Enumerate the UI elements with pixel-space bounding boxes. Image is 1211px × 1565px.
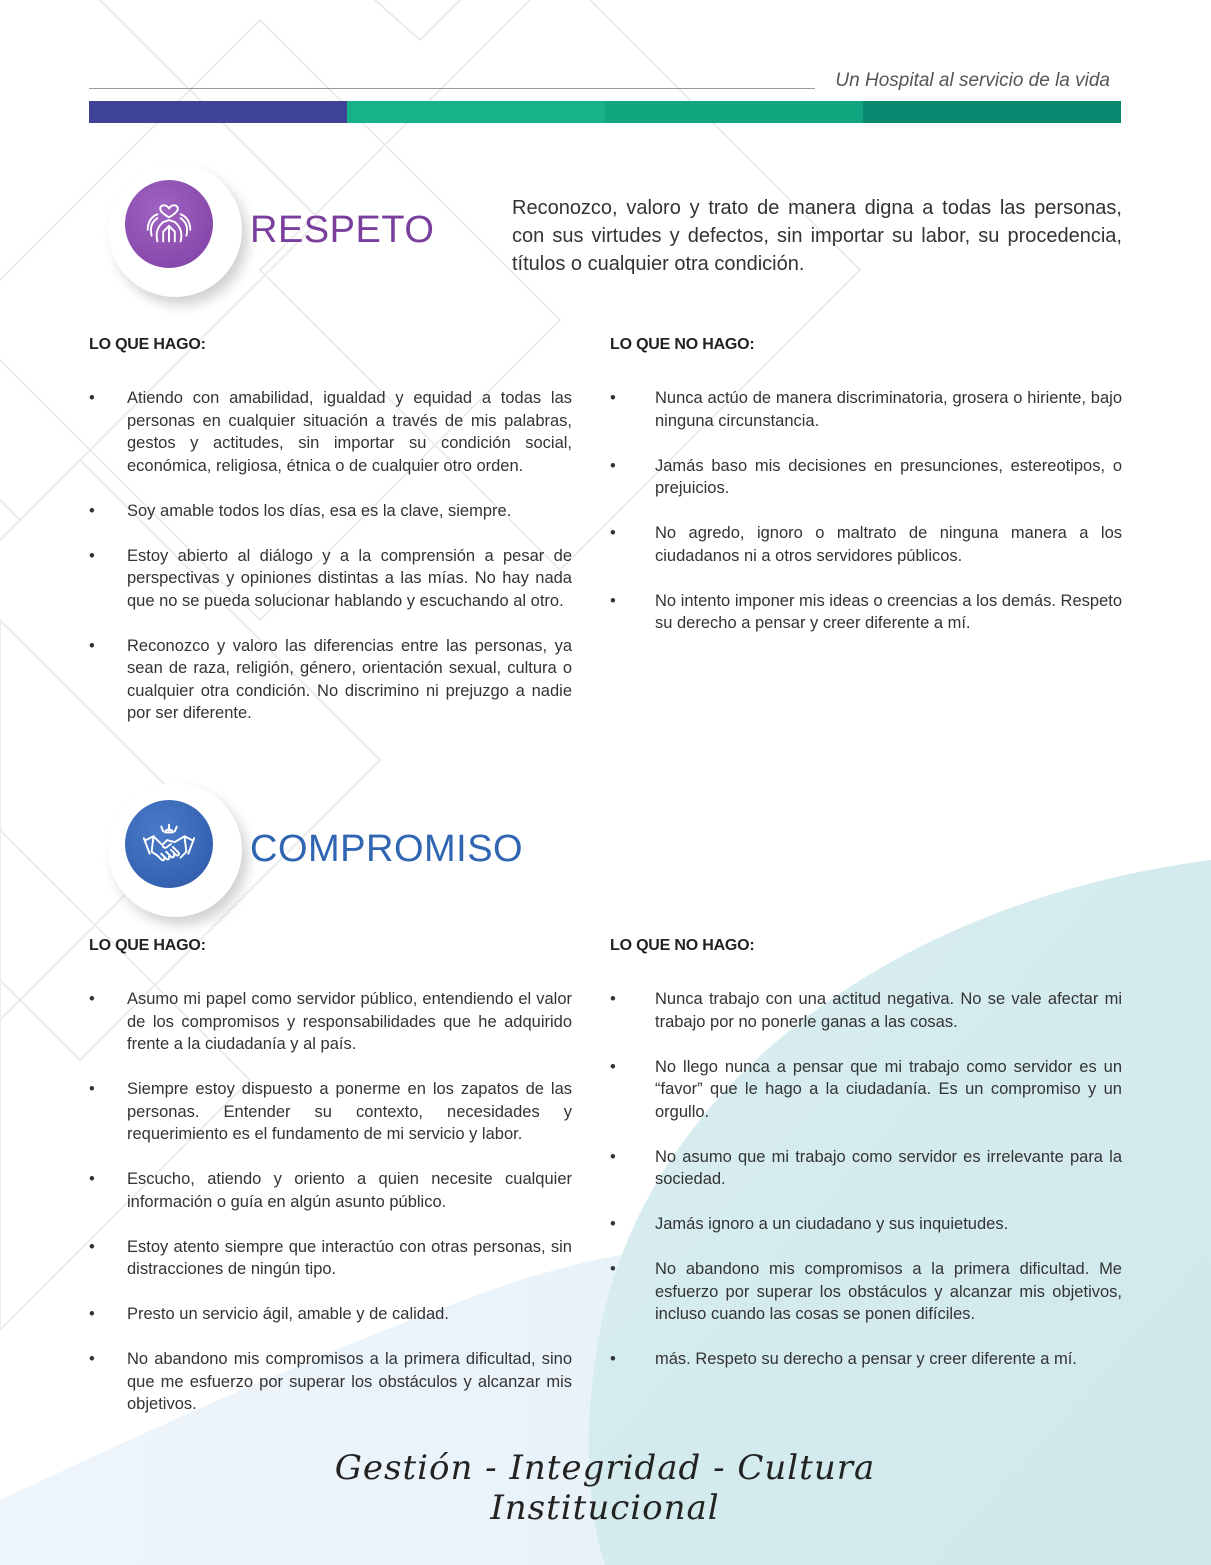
list-item: • No abandono mis compromisos a la primera dificultad, sino que me esfuerzo por superar los obstáculos y alcanzar mis objetivos. [89, 1350, 572, 1413]
list-item: • Estoy abierto al diálogo y a la comprensión a pesar de perspectivas y opiniones distintas a las mías. No hay nada que no se pueda solucionar hablando y escuchando al otro. [89, 546, 572, 610]
list-item: • No agredo, ignoro o maltrato de ninguna manera a los ciudadanos ni a otros servidores públicos. [610, 524, 1122, 565]
list-item: • No intento imponer mis ideas o creencias a los demás. Respeto su derecho a pensar y creer diferente a mí. [610, 591, 1122, 632]
respeto-dont-heading: LO QUE NO HAGO: [610, 336, 755, 353]
respeto-badge [108, 163, 242, 297]
list-item: • Nunca trabajo con una actitud negativa. No se vale afectar mi trabajo por no ponerle ganas a las cosas. [610, 990, 1122, 1031]
color-bar-segment [605, 101, 863, 123]
handshake-icon [140, 815, 198, 873]
list-item: • Atiendo con amabilidad, igualdad y equidad a todas las personas en cualquier situación a través de mis palabras, gestos y actitudes, sin importar su condición social, económica, religiosa, étnica o de cualquier otro orden. [89, 389, 572, 475]
respeto-title: RESPETO [250, 209, 435, 251]
list-item: • Presto un servicio ágil, amable y de calidad. [89, 1305, 449, 1323]
compromiso-badge [108, 783, 242, 917]
header-color-bar [89, 101, 1121, 123]
header-tagline: Un Hospital al servicio de la vida [835, 70, 1110, 91]
list-item: • Escucho, atiendo y oriento a quien necesite cualquier información o guía en algún asunto público. [89, 1170, 572, 1211]
list-item: • Estoy atento siempre que interactúo con otras personas, sin distracciones de ningún tipo. [89, 1237, 572, 1278]
list-item: • Nunca actúo de manera discriminatoria, grosera o hiriente, bajo ninguna circunstancia. [610, 389, 1122, 430]
list-item: • Siempre estoy dispuesto a ponerme en los zapatos de las personas. Entender su contexto, necesidades y requerimiento es el fundamento de mi servicio y labor. [89, 1080, 572, 1143]
list-item: • No abandono mis compromisos a la primera dificultad. Me esfuerzo por superar los obstáculos y alcanzar mis objetivos, incluso cuando las cosas se ponen difíciles. [610, 1260, 1122, 1323]
compromiso-do-list [89, 988, 572, 1416]
compromiso-do-heading: LO QUE HAGO: [89, 937, 206, 954]
list-item: • Jamás baso mis decisiones en presunciones, estereotipos, o prejuicios. [610, 456, 1122, 497]
list-item: • No llego nunca a pensar que mi trabajo como servidor es un “favor” que le hago a la ciudadanía. Es un compromiso y un orgullo. [610, 1057, 1122, 1121]
color-bar-segment [89, 101, 347, 123]
compromiso-dont-column [610, 937, 1122, 1393]
compromiso-title: COMPROMISO [250, 828, 524, 870]
respeto-dont-list [610, 387, 1122, 635]
footer-motto: Gestión - Integridad - Cultura Institucional [334, 1448, 876, 1528]
list-item: • Reconozco y valoro las diferencias entre las personas, ya sean de raza, religión, género, orientación sexual, cultura o cualquier otra condición. No discrimino ni prejuzgo a nadie por ser diferente. [89, 636, 572, 722]
header-rule [89, 88, 815, 89]
respeto-do-column [89, 336, 572, 747]
respeto-do-list [89, 387, 572, 725]
list-item: • más. Respeto su derecho a pensar y creer diferente a mí. [610, 1350, 1077, 1368]
respeto-do-heading: LO QUE HAGO: [89, 336, 206, 353]
list-item: • Jamás ignoro a un ciudadano y sus inquietudes. [610, 1215, 1009, 1233]
list-item: • No asumo que mi trabajo como servidor es irrelevante para la sociedad. [610, 1147, 1122, 1188]
list-item: • Asumo mi papel como servidor público, entendiendo el valor de los compromisos y responsabilidades que he adquirido frente a la ciudadanía y al país. [89, 990, 572, 1053]
list-item: • Soy amable todos los días, esa es la clave, siempre. [89, 501, 512, 520]
hands-heart-icon [140, 195, 198, 253]
color-bar-segment [863, 101, 1121, 123]
respeto-dont-column [610, 336, 1122, 657]
compromiso-dont-heading: LO QUE NO HAGO: [610, 937, 755, 954]
respeto-intro: Reconozco, valoro y trato de manera digna a todas las personas, con sus virtudes y defectos, sin importar su labor, su procedencia, títulos o cualquier otra condición. [512, 197, 1122, 275]
compromiso-dont-list [610, 988, 1122, 1371]
compromiso-do-column [89, 937, 572, 1438]
color-bar-segment [347, 101, 605, 123]
